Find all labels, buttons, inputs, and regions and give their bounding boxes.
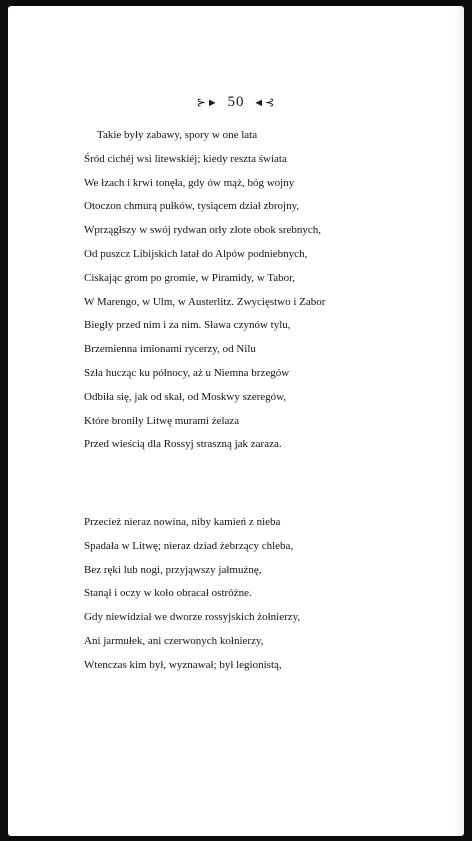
verse-line: Ani jarmułek, ani czerwonych kołnierzy, — [84, 634, 264, 647]
verse-line: Takie były zabawy, spory w one lata — [97, 129, 258, 141]
verse-line: Śród cichéj wsi litewskiéj; kiedy reszta świata — [84, 152, 287, 165]
page-edge-shadow — [454, 6, 464, 836]
verse-line: Przecież nieraz nowina, niby kamień z nieba — [84, 516, 281, 528]
ornament-left: ⊱► — [196, 97, 219, 110]
verse-line: We łzach i krwi tonęła, gdy ów mąż, bóg wojny — [84, 176, 295, 189]
verse-line: Od puszcz Libijskich latał do Alpów podniebnych, — [84, 247, 308, 260]
verse-line: Szła hucząc ku północy, aż u Niemna brzegów — [84, 366, 290, 379]
verse-line: Bez ręki lub nogi, przyjąwszy jałmużnę, — [84, 563, 262, 576]
verse-line: Wprzągłszy w swój rydwan orły złote obok srebnych, — [84, 224, 322, 237]
verse-line: Stanął i oczy w koło obracał ostróżne. — [84, 587, 252, 600]
verse-line: Które broniły Litwę murami żelaza — [84, 414, 240, 427]
stanza-1 — [84, 124, 464, 457]
verse-line: Wtenczas kim był, wyznawał; był legionistą, — [84, 658, 282, 671]
verse-line: Ciskając grom po gromie, w Piramidy, w Tabor, — [84, 271, 296, 284]
verse-line: Przed wieścią dla Rossyj straszną jak zaraza. — [84, 438, 282, 451]
page-header — [8, 94, 464, 111]
verse-line: Gdy niewidział we dworze rossyjskich żołnierzy, — [84, 611, 301, 624]
stanza-2 — [84, 511, 464, 678]
verse-line: Brzemienna imionami rycerzy, od Nilu — [84, 343, 256, 356]
ornament-right: ◄⊰ — [253, 97, 276, 110]
verse-line: Spadała w Litwę; nieraz dziad żebrzący chleba, — [84, 539, 294, 552]
verse-line: W Marengo, w Ulm, w Austerlitz. Zwycięstwo i Zabor — [84, 295, 326, 308]
page-number: 50 — [227, 94, 245, 110]
book-page — [8, 6, 464, 836]
verse-line: Otoczon chmurą pułków, tysiącem dział zbrojny, — [84, 200, 300, 213]
verse-line: Biegły przed nim i za nim. Sława czynów tylu, — [84, 319, 291, 332]
verse-line: Odbiła się, jak od skał, od Moskwy szeregów, — [84, 390, 287, 403]
